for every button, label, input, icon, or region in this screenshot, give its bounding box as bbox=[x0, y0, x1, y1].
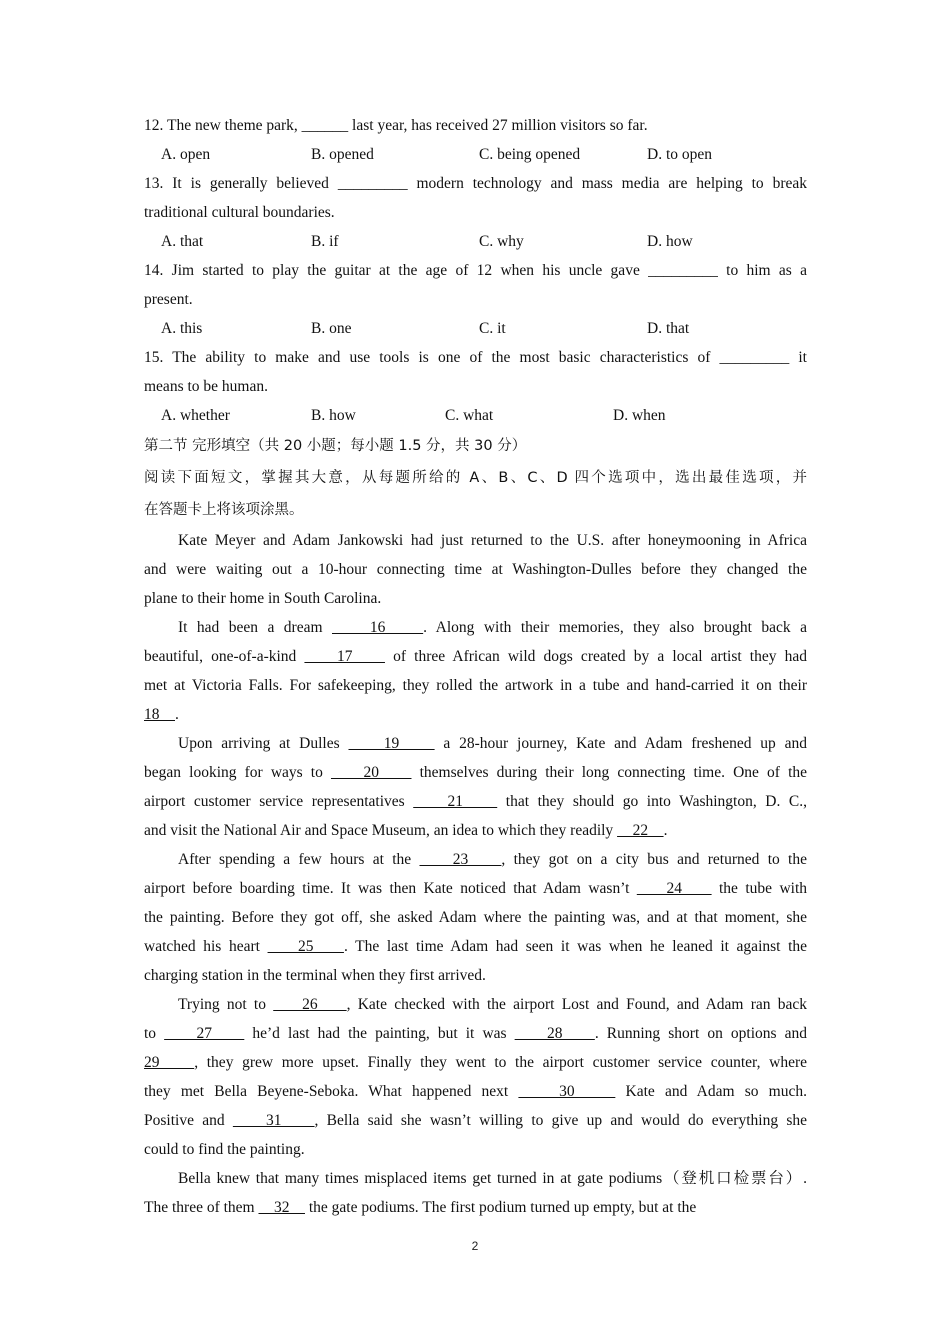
passage-paragraph bbox=[144, 613, 807, 729]
option-d: D. how bbox=[647, 233, 693, 250]
blank-number: 21 bbox=[413, 793, 498, 810]
passage-line bbox=[144, 816, 807, 845]
passage-line bbox=[144, 758, 807, 787]
passage-paragraph bbox=[144, 845, 807, 990]
blank-number: 25 bbox=[267, 938, 344, 955]
passage-line bbox=[144, 961, 807, 990]
answer-options bbox=[144, 401, 807, 430]
passage-paragraph bbox=[144, 990, 807, 1164]
question-stem-continued: means to be human. bbox=[144, 378, 268, 395]
passage-line bbox=[144, 1019, 807, 1048]
passage-line bbox=[144, 671, 807, 700]
question-15 bbox=[144, 343, 807, 430]
cloze-passage bbox=[144, 526, 807, 1222]
passage-line bbox=[144, 787, 807, 816]
passage-text: . The last time Adam had seen it was when he leaned it against the bbox=[343, 938, 808, 955]
passage-text: Upon arriving at Dulles bbox=[178, 735, 349, 752]
option-b: B. if bbox=[311, 233, 339, 250]
question-13 bbox=[144, 169, 807, 256]
passage-line bbox=[144, 584, 807, 613]
question-stem: 12. The new theme park, ______ last year, has received 27 million visitors so far. bbox=[144, 117, 648, 134]
passage-line bbox=[144, 1193, 807, 1222]
option-d: D. to open bbox=[647, 146, 713, 163]
passage-line bbox=[144, 845, 807, 874]
blank-number: 19 bbox=[348, 735, 435, 752]
passage-paragraph bbox=[144, 526, 807, 613]
passage-text: , they grew more upset. Finally they went to the airport customer service counter, where bbox=[194, 1054, 807, 1071]
passage-line bbox=[144, 874, 807, 903]
option-c: C. it bbox=[479, 320, 506, 337]
blank-number: 27 bbox=[164, 1025, 245, 1042]
passage-text: began looking for ways to bbox=[144, 764, 331, 781]
option-a: A. open bbox=[161, 146, 211, 163]
blank-number: 18 bbox=[144, 706, 175, 723]
passage-text: met at Victoria Falls. For safekeeping, they rolled the artwork in a tube and hand-carried it on their bbox=[144, 677, 807, 694]
option-d: D. that bbox=[647, 320, 690, 337]
blank-number: 23 bbox=[419, 851, 502, 868]
answer-options bbox=[144, 314, 807, 343]
passage-text: a 28-hour journey, Kate and Adam freshened up and bbox=[434, 735, 808, 752]
passage-text: After spending a few hours at the bbox=[178, 851, 420, 868]
passage-line bbox=[144, 729, 807, 758]
passage-text: airport before boarding time. It was then Kate noticed that Adam wasn’t bbox=[144, 880, 637, 897]
passage-text: plane to their home in South Carolina. bbox=[144, 590, 382, 607]
passage-text: Kate and Adam so much. bbox=[615, 1083, 807, 1100]
passage-line bbox=[144, 990, 807, 1019]
passage-line bbox=[144, 932, 807, 961]
option-c: C. why bbox=[479, 233, 524, 250]
passage-text: Kate Meyer and Adam Jankowski had just returned to the U.S. after honeymooning in Africa bbox=[178, 532, 807, 549]
passage-text: Bella knew that many times misplaced items get turned in at gate podiums（登机口检票台）. bbox=[178, 1170, 807, 1187]
page-content bbox=[144, 111, 807, 1222]
passage-paragraph bbox=[144, 729, 807, 845]
question-stem: 15. The ability to make and use tools is one of the most basic characteristics of _________ it bbox=[144, 349, 807, 366]
passage-line bbox=[144, 1077, 807, 1106]
option-b: B. how bbox=[311, 407, 356, 424]
passage-line bbox=[144, 903, 807, 932]
section-instruction-continued: 在答题卡上将该项涂黑。 bbox=[144, 502, 304, 518]
passage-text: and visit the National Air and Space Museum, an idea to which they readily bbox=[144, 822, 618, 839]
passage-text: watched his heart bbox=[144, 938, 268, 955]
passage-text: that they should go into Washington, D. C., bbox=[497, 793, 808, 810]
passage-text: . Along with their memories, they also brought back a bbox=[423, 619, 807, 636]
section-instruction: 阅读下面短文，掌握其大意，从每题所给的 A、B、C、D 四个选项中，选出最佳选项，并 bbox=[144, 470, 807, 486]
passage-text: The three of them bbox=[144, 1199, 259, 1216]
blank-number: 29 bbox=[144, 1054, 195, 1071]
passage-line bbox=[144, 1164, 807, 1193]
blank-number: 31 bbox=[232, 1112, 315, 1129]
blank-number: 16 bbox=[332, 619, 424, 636]
passage-paragraph bbox=[144, 1164, 807, 1222]
passage-line bbox=[144, 1106, 807, 1135]
passage-text: and were waiting out a 10-hour connecting time at Washington-Dulles before they changed the bbox=[144, 561, 807, 578]
passage-text: It had been a dream bbox=[178, 619, 332, 636]
option-a: A. that bbox=[161, 233, 204, 250]
blank-number: 28 bbox=[514, 1025, 595, 1042]
section-heading: 第二节 完形填空（共 20 小题；每小题 1.5 分，共 30 分） bbox=[144, 438, 527, 454]
passage-line bbox=[144, 613, 807, 642]
passage-text: the gate podiums. The first podium turned up empty, but at the bbox=[304, 1199, 697, 1216]
question-stem: 14. Jim started to play the guitar at the age of 12 when his uncle gave _________ to him as a bbox=[144, 262, 807, 279]
passage-line bbox=[144, 642, 807, 671]
question-stem-continued: present. bbox=[144, 291, 193, 308]
passage-text: airport customer service representatives bbox=[144, 793, 414, 810]
passage-text: Trying not to bbox=[178, 996, 274, 1013]
passage-text: he’d last had the painting, but it was bbox=[244, 1025, 515, 1042]
passage-text: the painting. Before they got off, she asked Adam where the painting was, and at that moment, she bbox=[144, 909, 807, 926]
passage-line bbox=[144, 1048, 807, 1077]
answer-options bbox=[144, 227, 807, 256]
passage-text: of three African wild dogs created by a local artist they had bbox=[384, 648, 807, 665]
passage-text: , they got on a city bus and returned to the bbox=[501, 851, 807, 868]
question-stem: 13. It is generally believed _________ modern technology and mass media are helping to break bbox=[144, 175, 807, 192]
blank-number: 26 bbox=[273, 996, 347, 1013]
passage-text: they met Bella Beyene-Seboka. What happened next bbox=[144, 1083, 519, 1100]
passage-text: . bbox=[663, 822, 668, 839]
blank-number: 30 bbox=[518, 1083, 616, 1100]
blank-number: 32 bbox=[258, 1199, 305, 1216]
passage-line bbox=[144, 555, 807, 584]
option-c: C. being opened bbox=[479, 146, 581, 163]
passage-text: Positive and bbox=[144, 1112, 233, 1129]
passage-text: themselves during their long connecting time. One of the bbox=[411, 764, 808, 781]
question-14 bbox=[144, 256, 807, 343]
passage-text: could to find the painting. bbox=[144, 1141, 305, 1158]
option-a: A. this bbox=[161, 320, 203, 337]
passage-line bbox=[144, 1135, 807, 1164]
passage-text: to bbox=[144, 1025, 165, 1042]
option-d: D. when bbox=[613, 407, 666, 424]
passage-text: , Bella said she wasn’t willing to give up and would do everything she bbox=[314, 1112, 808, 1129]
answer-options bbox=[144, 140, 807, 169]
passage-text: beautiful, one-of-a-kind bbox=[144, 648, 305, 665]
option-b: B. opened bbox=[311, 146, 374, 163]
blank-number: 22 bbox=[617, 822, 664, 839]
blank-number: 24 bbox=[636, 880, 712, 897]
passage-text: , Kate checked with the airport Lost and Found, and Adam ran back bbox=[346, 996, 807, 1013]
passage-line bbox=[144, 526, 807, 555]
question-12 bbox=[144, 111, 807, 169]
blank-number: 20 bbox=[330, 764, 412, 781]
passage-line bbox=[144, 700, 807, 729]
option-a: A. whether bbox=[161, 407, 230, 424]
blank-number: 17 bbox=[304, 648, 385, 665]
option-b: B. one bbox=[311, 320, 352, 337]
page-number: 2 bbox=[471, 1239, 479, 1253]
option-c: C. what bbox=[445, 407, 494, 424]
passage-text: charging station in the terminal when they first arrived. bbox=[144, 967, 486, 984]
passage-text: . bbox=[175, 706, 179, 723]
question-stem-continued: traditional cultural boundaries. bbox=[144, 204, 335, 221]
passage-text: the tube with bbox=[711, 880, 808, 897]
passage-text: . Running short on options and bbox=[594, 1025, 808, 1042]
